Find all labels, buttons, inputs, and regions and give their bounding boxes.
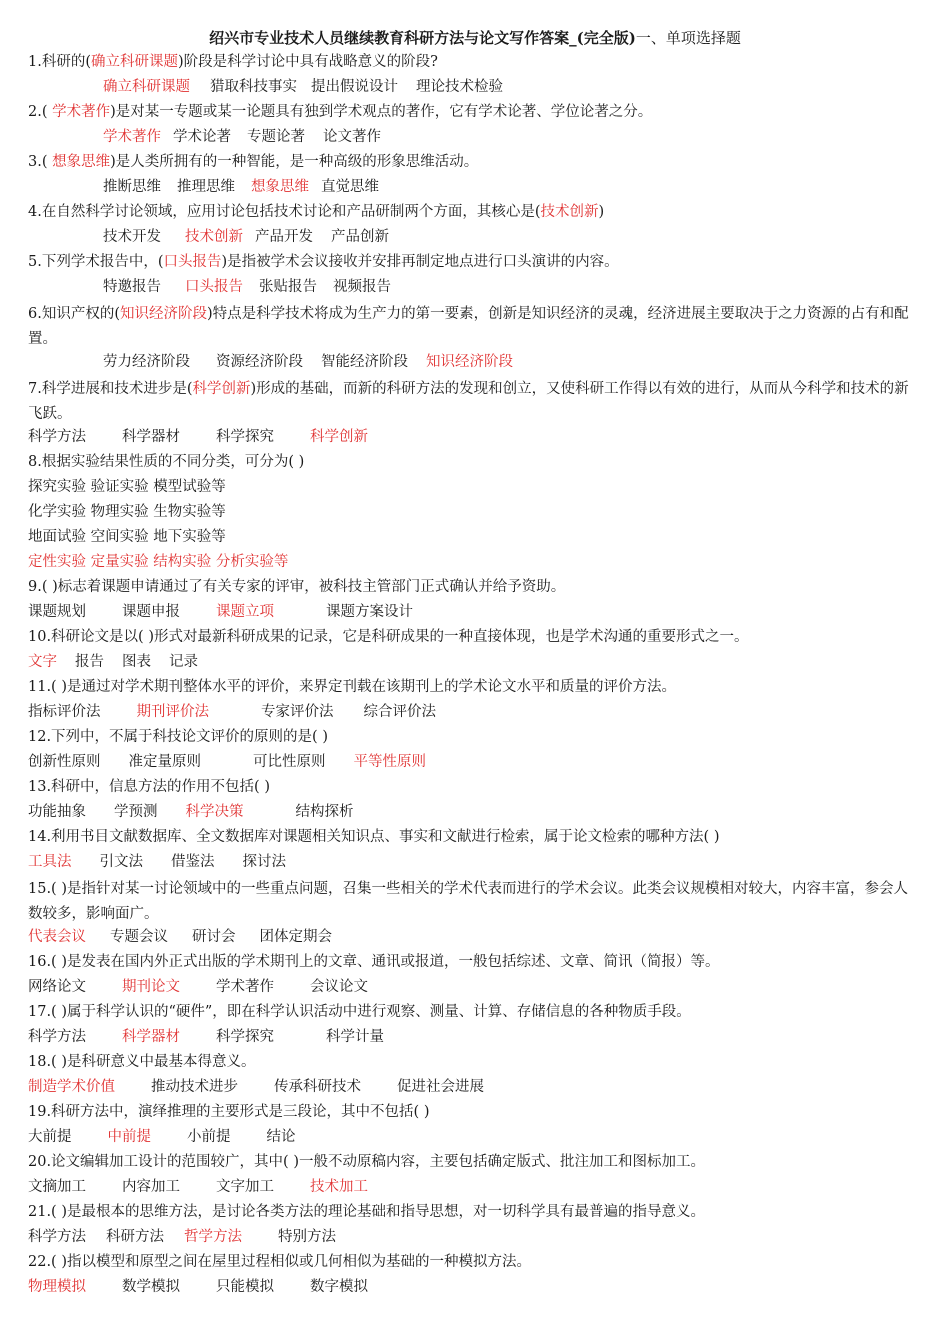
options-18: 制造学术价值 推动技术进步 传承科研技术 促进社会进展 [28,1079,484,1095]
question-9: 9.( )标志着课题申请通过了有关专家的评审，被科技主管部门正式确认并给予资助。 [28,579,566,595]
section-heading: 一、单项选择题 [635,29,741,47]
question-18: 18.( )是科研意义中最基本得意义。 [28,1054,256,1070]
options-15: 代表会议 专题会议 研讨会 团体定期会 [28,929,332,945]
options-11: 指标评价法 期刊评价法 专家评价法 综合评价法 [28,704,436,720]
options-5: 特邀报告 口头报告 张贴报告 视频报告 [103,279,391,295]
question-22: 22.( )指以模型和原型之间在屋里过程相似或几何相似为基础的一种模拟方法。 [28,1254,531,1270]
question-11: 11.( )是通过对学术期刊整体水平的评价，来界定刊载在该期刊上的学术论文水平和质量的评价方法。 [28,679,676,695]
answer-text: 科学创新 [192,381,251,397]
options-6: 劳力经济阶段 资源经济阶段 智能经济阶段 知识经济阶段 [103,354,513,370]
answer-text: 技术创新 [540,204,599,220]
options-14: 工具法 引文法 借鉴法 探讨法 [28,854,286,870]
option-8d-answer: 定性实验 定量实验 结构实验 分析实验等 [28,554,289,570]
options-2: 学术著作 学术论著 专题论著 论文著作 [103,129,381,145]
question-1: 1.科研的(确立科研课题)阶段是科学讨论中具有战略意义的阶段? [28,54,438,70]
question-6: 6.知识产权的(知识经济阶段)特点是科学技术将成为生产力的第一要素，创新是知识经济的灵魂，经济进展主要取决于之力资源的占有和配置。 [28,306,909,347]
options-4: 技术开发 技术创新 产品开发 产品创新 [103,229,389,245]
question-8: 8.根据实验结果性质的不同分类，可分为( ) [28,454,305,470]
options-13: 功能抽象 学预测 科学决策 结构探析 [28,804,354,820]
option-8c: 地面试验 空间实验 地下实验等 [28,529,226,545]
answer-text: 想象思维 [52,154,111,170]
question-2: 2.( 学术著作)是对某一专题或某一论题具有独到学术观点的著作，它有学术论著、学位论著之分。 [28,104,653,120]
document-title [0,27,950,49]
question-5: 5.下列学术报告中，(口头报告)是指被学术会议接收并安排再制定地点进行口头演讲的内容。 [28,254,619,270]
question-14: 14.利用书目文献数据库、全文数据库对课题相关知识点、事实和文献进行检索，属于论文检索的哪种方法( ) [28,829,720,845]
question-12: 12.下列中，不属于科技论文评价的原则的是( ) [28,729,328,745]
option-8a: 探究实验 验证实验 模型试验等 [28,479,226,495]
options-9: 课题规划 课题申报 课题立项 课题方案设计 [28,604,413,620]
question-7: 7.科学进展和技术进步是(科学创新)形成的基础，而新的科研方法的发现和创立，又使科研工作得以有效的进行，从而从今科学和技术的新飞跃。 [28,381,909,422]
options-12: 创新性原则 准定量原则 可比性原则 平等性原则 [28,754,426,770]
question-3: 3.( 想象思维)是人类所拥有的一种智能，是一种高级的形象思维活动。 [28,154,479,170]
options-3: 推断思维 推理思维 想象思维 直觉思维 [103,179,379,195]
options-17: 科学方法 科学器材 科学探究 科学计量 [28,1029,384,1045]
question-21: 21.( )是最根本的思维方法，是讨论各类方法的理论基础和指导思想，对一切科学具有最普遍的指导意义。 [28,1204,705,1220]
options-7: 科学方法 科学器材 科学探究 科学创新 [28,429,368,445]
answer-text: 口头报告 [163,254,222,270]
answer-text: 知识经济阶段 [120,306,207,322]
question-16: 16.( )是发表在国内外正式出版的学术期刊上的文章、通讯或报道，一般包括综述、文章、简讯（简报）等。 [28,954,720,970]
options-16: 网络论文 期刊论文 学术著作 会议论文 [28,979,368,995]
options-22: 物理模拟 数学模拟 只能模拟 数字模拟 [28,1279,368,1295]
question-10: 10.科研论文是以( )形式对最新科研成果的记录，它是科研成果的一种直接体现，也是学术沟通的重要形式之一。 [28,629,749,645]
options-21: 科学方法 科研方法 哲学方法 特别方法 [28,1229,336,1245]
answer-text: 学术著作 [52,104,111,120]
answer-text: 确立科研课题 [91,54,178,70]
option-8b: 化学实验 物理实验 生物实验等 [28,504,226,520]
options-1: 确立科研课题 猎取科技事实 提出假说设计 理论技术检验 [103,79,503,95]
options-19: 大前提 中前提 小前提 结论 [28,1129,296,1145]
question-13: 13.科研中，信息方法的作用不包括( ) [28,779,270,795]
question-17: 17.( )属于科学认识的“硬件”，即在科学认识活动中进行观察、测量、计算、存储信息的各种物质手段。 [28,1004,691,1020]
options-20: 文摘加工 内容加工 文字加工 技术加工 [28,1179,368,1195]
question-4: 4.在自然科学讨论领域，应用讨论包括技术讨论和产品研制两个方面，其核心是(技术创新) [28,204,605,220]
options-10: 文字 报告 图表 记录 [28,654,198,670]
question-15: 15.( )是指针对某一讨论领域中的一些重点问题，召集一些相关的学术代表而进行的学术会议。此类会议规模相对较大，内容丰富，参会人数较多，影响面广。 [28,881,908,922]
question-19: 19.科研方法中，演绎推理的主要形式是三段论，其中不包括( ) [28,1104,430,1120]
title-main: 绍兴市专业技术人员继续教育科研方法与论文写作答案_(完全版) [209,29,636,47]
question-20: 20.论文编辑加工设计的范围较广，其中( )一般不动原稿内容，主要包括确定版式、批注加工和图标加工。 [28,1154,705,1170]
